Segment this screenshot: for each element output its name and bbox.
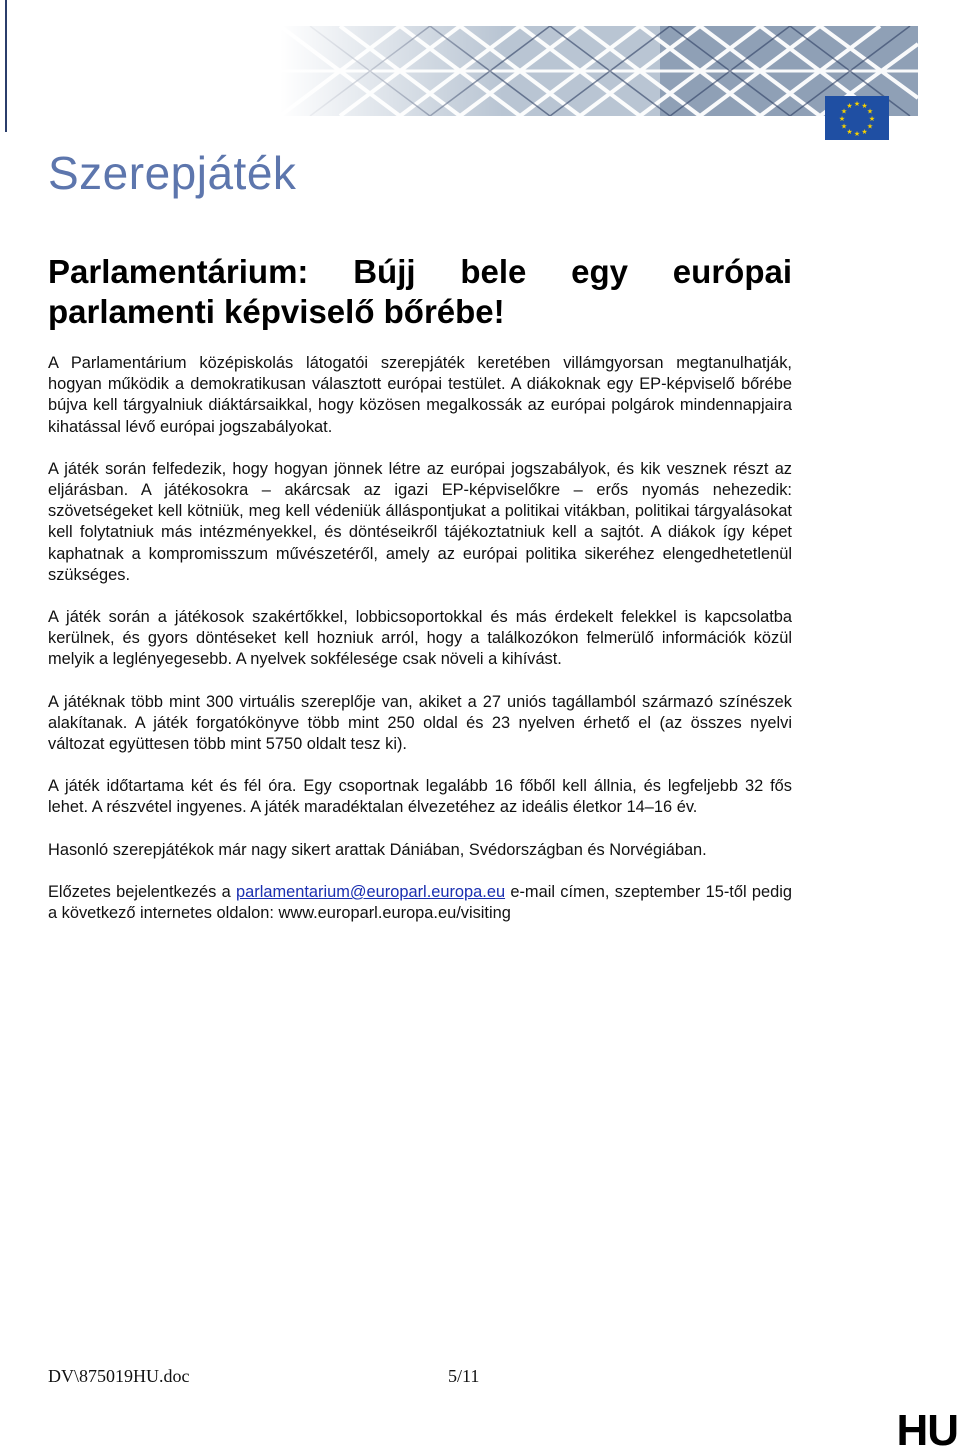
paragraph-similar-games: Hasonló szerepjátékok már nagy sikert arattak Dániában, Svédországban és Norvégiában.	[48, 840, 707, 859]
footer-doc-reference: DV\875019HU.doc	[48, 1366, 190, 1386]
roof-lattice-graphic	[280, 26, 918, 116]
parliament-roof-lattice-banner	[280, 26, 918, 116]
svg-text:★: ★	[840, 107, 848, 116]
paragraph-characters: A játéknak több mint 300 virtuális szereplője van, akiket a 27 uniós tagállamból származó színészek alakítanak. A játék forgatókönyve több mint 250 oldal és 23 nyelven érhető el (az összes nyelvi változat együttesen több mint 5750 oldalt tesz ki).	[48, 692, 792, 754]
footer-page-number: 5/11	[448, 1366, 480, 1386]
email-link[interactable]: parlamentarium@europarl.europa.eu	[236, 882, 506, 901]
svg-text:★: ★	[846, 102, 853, 110]
page-subtitle	[48, 252, 792, 332]
paragraph-experts: A játék során a játékosok szakértőkkel, lobbicsoportokkal és más érdekelt felekkel is kapcsolatba kerülnek, és gyors döntéseket kell hozniuk arról, hogy a találkozókon felmerülő információk közül melyik a leglényegesebb. A nyelvek sokfélesége csak növeli a kihívást.	[48, 608, 792, 669]
svg-text:★: ★	[861, 128, 868, 136]
svg-text:★: ★	[866, 107, 874, 116]
svg-text:★: ★	[853, 130, 861, 138]
svg-text:★: ★	[840, 122, 848, 131]
language-code: HU	[896, 1406, 958, 1455]
page-title: Szerepjáték	[48, 147, 297, 199]
paragraph-gameplay: A játék során felfedezik, hogy hogyan jönnek létre az európai jogszabályok, és kik vesznek részt az eljárásban. A játékosokra – akárcsak az igazi EP-képviselőkre – erős nyomás nehezedik: szövetségeket kell kötniük, meg kell védeniük álláspontjukat a politikai vitákban, politikai tárgyalásokat kell folytatniuk más intézményekkel, és döntéseikről tájékoztatniuk kell a sajtót. A diákok így képet kaphatnak a kompromisszum művészetéről, amely az európai politika sikeréhez elengedhetetlenül szükséges.	[48, 459, 792, 584]
paragraph-duration: A játék időtartama két és fél óra. Egy csoportnak legalább 16 főből kell állnia, és legfeljebb 32 fős lehet. A részvétel ingyenes. A játék maradéktalan élvezetéhez az ideális életkor 14–16 év.	[48, 777, 792, 817]
registration-text-before: Előzetes bejelentkezés a	[48, 882, 237, 901]
left-margin-rule	[5, 0, 7, 132]
svg-text:★: ★	[853, 100, 861, 108]
registration-text-after: e-mail címen, szeptember 15-től pedig a következő internetes oldalon: www.europarl.europa.eu/visiting	[48, 882, 792, 923]
eu-flag-icon	[825, 96, 889, 140]
svg-text:★: ★	[838, 115, 846, 123]
subtitle-line-2: parlamenti képviselő bőrébe!	[48, 293, 505, 330]
body-text	[48, 353, 792, 945]
svg-text:★: ★	[866, 122, 874, 131]
svg-text:★: ★	[861, 102, 868, 110]
svg-text:★: ★	[868, 115, 876, 123]
svg-text:★: ★	[846, 128, 853, 136]
paragraph-intro: A Parlamentárium középiskolás látogatói szerepjáték keretében villámgyorsan megtanulhatják, hogyan működik a demokratikusan választott európai testület. A diákoknak egy EP-képviselő bőrébe bújva kell tárgyalniuk diáktársaikkal, hogy közösen megalkossák az európai polgárok mindennapjaira kihatással lévő európai jogszabályokat.	[48, 354, 792, 436]
paragraph-registration	[48, 882, 792, 924]
subtitle-line-1: Parlamentárium: Bújj bele egy európai	[48, 253, 792, 290]
